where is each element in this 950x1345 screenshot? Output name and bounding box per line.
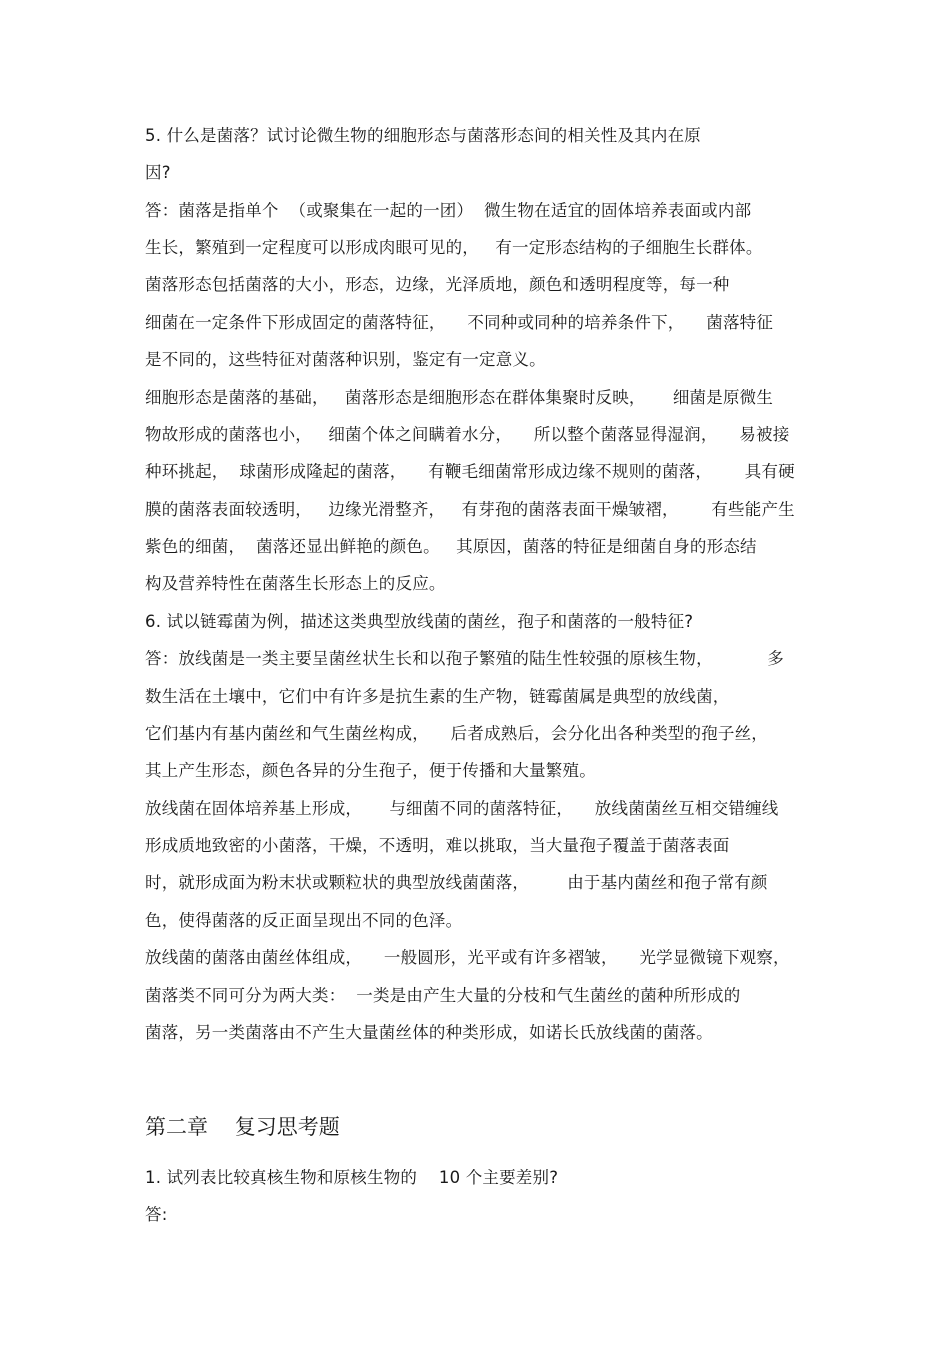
answer-6-line: 其上产生形态，颜色各异的分生孢子，便于传播和大量繁殖。 (145, 761, 596, 780)
question-5-line: 5. 什么是菌落？试讨论微生物的细胞形态与菌落形态间的相关性及其内在原 (145, 126, 701, 145)
answer-5-line: 紫色的细菌， 菌落还显出鲜艳的颜色。 其原因，菌落的特征是细菌自身的形态结 (145, 537, 757, 556)
chapter-heading: 第二章 复习思考题 (145, 1115, 340, 1139)
answer-6-line: 菌落，另一类菌落由不产生大量菌丝体的种类形成，如诺长氏放线菌的菌落。 (145, 1023, 713, 1042)
answer-5-line: 生长，繁殖到一定程度可以形成肉眼可见的， 有一定形态结构的子细胞生长群体。 (145, 238, 763, 257)
question-5-line: 因? (145, 163, 171, 182)
question-6-line: 6. 试以链霉菌为例，描述这类典型放线菌的菌丝，孢子和菌落的一般特征? (145, 612, 694, 631)
answer-5-line: 种环挑起， 球菌形成隆起的菌落， 有鞭毛细菌常形成边缘不规则的菌落， 具有硬 (145, 462, 795, 481)
answer-5-line: 构及营养特性在菌落生长形态上的反应。 (145, 574, 446, 593)
answer-6-line: 放线菌在固体培养基上形成， 与细菌不同的菌落特征， 放线菌菌丝互相交错缠线 (145, 799, 779, 818)
answer-5-line: 膜的菌落表面较透明， 边缘光滑整齐， 有芽孢的菌落表面干燥皱褶， 有些能产生 (145, 500, 795, 519)
answer-6-line: 菌落类不同可分为两大类： 一类是由产生大量的分枝和气生菌丝的菌种所形成的 (145, 986, 741, 1005)
answer-5-line: 是不同的，这些特征对菌落种识别，鉴定有一定意义。 (145, 350, 546, 369)
chapter-2-answer-label: 答: (145, 1205, 168, 1224)
answer-5-line: 物故形成的菌落也小， 细菌个体之间瞒着水分， 所以整个菌落显得湿润， 易被接 (145, 425, 790, 444)
answer-6-line: 形成质地致密的小菌落，干燥，不透明，难以挑取，当大量孢子覆盖于菌落表面 (145, 836, 730, 855)
answer-6-line: 数生活在土壤中，它们中有许多是抗生素的生产物，链霉菌属是典型的放线菌， (145, 687, 730, 706)
answer-6-line: 时，就形成面为粉末状或颗粒状的典型放线菌菌落， 由于基内菌丝和孢子常有颜 (145, 873, 768, 892)
answer-6-line: 答：放线菌是一类主要呈菌丝状生长和以孢子繁殖的陆生性较强的原核生物， 多 (145, 649, 784, 668)
chapter-2-question: 1. 试列表比较真核生物和原核生物的 10 个主要差别? (145, 1168, 559, 1187)
answer-6-line: 色，使得菌落的反正面呈现出不同的色泽。 (145, 911, 463, 930)
answer-5-line: 菌落形态包括菌落的大小，形态，边缘，光泽质地，颜色和透明程度等，每一种 (145, 275, 730, 294)
answer-5-line: 细菌在一定条件下形成固定的菌落特征， 不同种或同种的培养条件下， 菌落特征 (145, 313, 774, 332)
answer-6-line: 放线菌的菌落由菌丝体组成， 一般圆形，光平或有许多褶皱， 光学显微镜下观察， (145, 948, 790, 967)
answer-5-line: 细胞形态是菌落的基础， 菌落形态是细胞形态在群体集聚时反映， 细菌是原微生 (145, 388, 774, 407)
answer-6-line: 它们基内有基内菌丝和气生菌丝构成， 后者成熟后，会分化出各种类型的孢子丝， (145, 724, 768, 743)
answer-5-line: 答：菌落是指单个 （或聚集在一起的一团） 微生物在适宜的固体培养表面或内部 (145, 201, 752, 220)
